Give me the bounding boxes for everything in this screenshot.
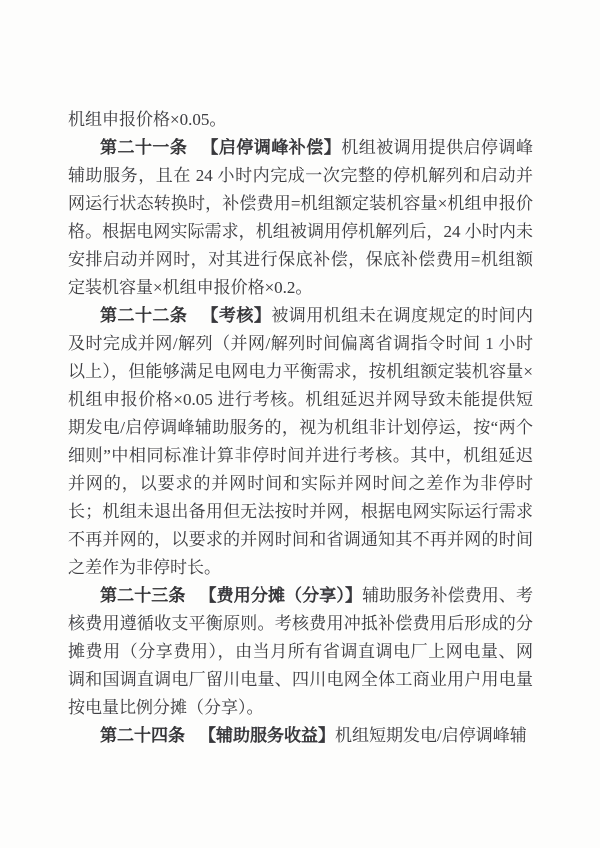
article-24-title: 【辅助服务收益】 [199,726,335,745]
paragraph-text: 机组申报价格×0.05。 [68,110,227,129]
article-24-text: 机组短期发电/启停调峰辅 [335,726,527,745]
article-24-number: 第二十四条 [100,726,185,745]
article-23-number: 第二十三条 [100,586,186,605]
article-21-number: 第二十一条 [100,138,188,157]
article-21 [68,134,533,302]
article-21-text: 机组被调用提供启停调峰辅助服务，且在 24 小时内完成一次完整的停机解列和启动并网运行状态转换时，补偿费用=机组额定装机容量×机组申报价格。根据电网实际需求，机组被调用停机解列后，24 小时内未安排启动并网时，对其进行保底补偿，保底补偿费用=机组额定装机容量×机组申报价格×0.2。 [68,138,534,297]
article-24 [68,722,533,750]
article-21-title: 【启停调峰补偿】 [201,138,342,157]
article-22 [68,302,533,582]
article-23-title: 【费用分摊（分享）】 [199,586,363,605]
document-body [68,106,533,750]
article-23-text: 辅助服务补偿费用、考核费用遵循收支平衡原则。考核费用冲抵补偿费用后形成的分摊费用（分享费用），由当月所有省调直调电厂上网电量、网调和国调直调电厂留川电量、四川电网全体工商业用户用电量按电量比例分摊（分享）。 [68,586,534,717]
article-22-title: 【考核】 [201,306,272,325]
article-22-number: 第二十二条 [100,306,188,325]
article-23 [68,582,533,722]
article-22-text: 被调用机组未在调度规定的时间内及时完成并网/解列（并网/解列时间偏离省调指令时间 1 小时以上），但能够满足电网电力平衡需求，按机组额定装机容量×机组申报价格×0.05 进行考核。机组延迟并网导致未能提供短期发电/启停调峰辅助服务的，视为机组非计划停运，按“两个细则”中相同标准计算非停时间并进行考核。其中，机组延迟并网的，以要求的并网时间和实际并网时间之差作为非停时长；机组未退出备用但无法按时并网，根据电网实际运行需求不再并网的，以要求的并网时间和省调通知其不再并网的时间之差作为非停时长。 [68,306,534,577]
paragraph-continuation [68,106,533,134]
